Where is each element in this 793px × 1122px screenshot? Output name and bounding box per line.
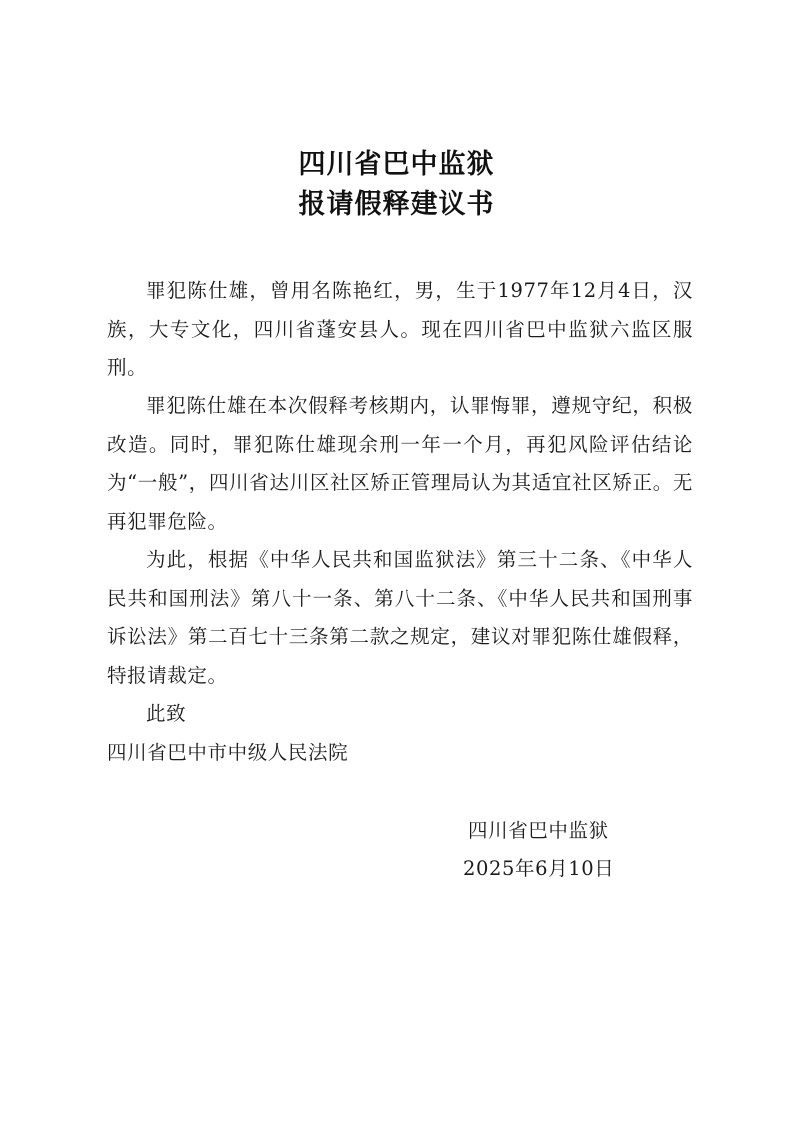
document-title-line1: 四川省巴中监狱: [298, 149, 495, 180]
salutation: 此致: [146, 702, 187, 725]
recipient: 四川省巴中市中级人民法院: [107, 741, 349, 764]
paragraph-text: 罪犯陈仕雄在本次假释考核期内，认罪悔罪，遵规守纪，积极改造。同时，罪犯陈仕雄现余刑一年一个月，再犯风险评估结论为“一般”，四川省达川区社区矫正管理局认为其适宜社区矫正。无再犯罪危险。: [107, 394, 693, 533]
paragraph-text: 为此，根据《中华人民共和国监狱法》第三十二条、《中华人民共和国刑法》第八十一条、第八十二条、《中华人民共和国刑事诉讼法》第二百七十三条第二款之规定，建议对罪犯陈仕雄假释，特报请裁定。: [107, 548, 693, 687]
signature-organization: 四川省巴中监狱: [468, 819, 609, 842]
paragraph-assessment: [107, 387, 693, 541]
paragraph-legal-basis: [107, 541, 693, 695]
signature-date: 2025年6月10日: [463, 857, 615, 880]
paragraph-text: 罪犯陈仕雄，曾用名陈艳红，男，生于1977年12月4日，汉族，大专文化，四川省蓬安县人。现在四川省巴中监狱六监区服刑。: [107, 279, 693, 379]
document-title-line2: 报请假释建议书: [298, 189, 495, 220]
paragraph-basic-info: [107, 272, 693, 388]
